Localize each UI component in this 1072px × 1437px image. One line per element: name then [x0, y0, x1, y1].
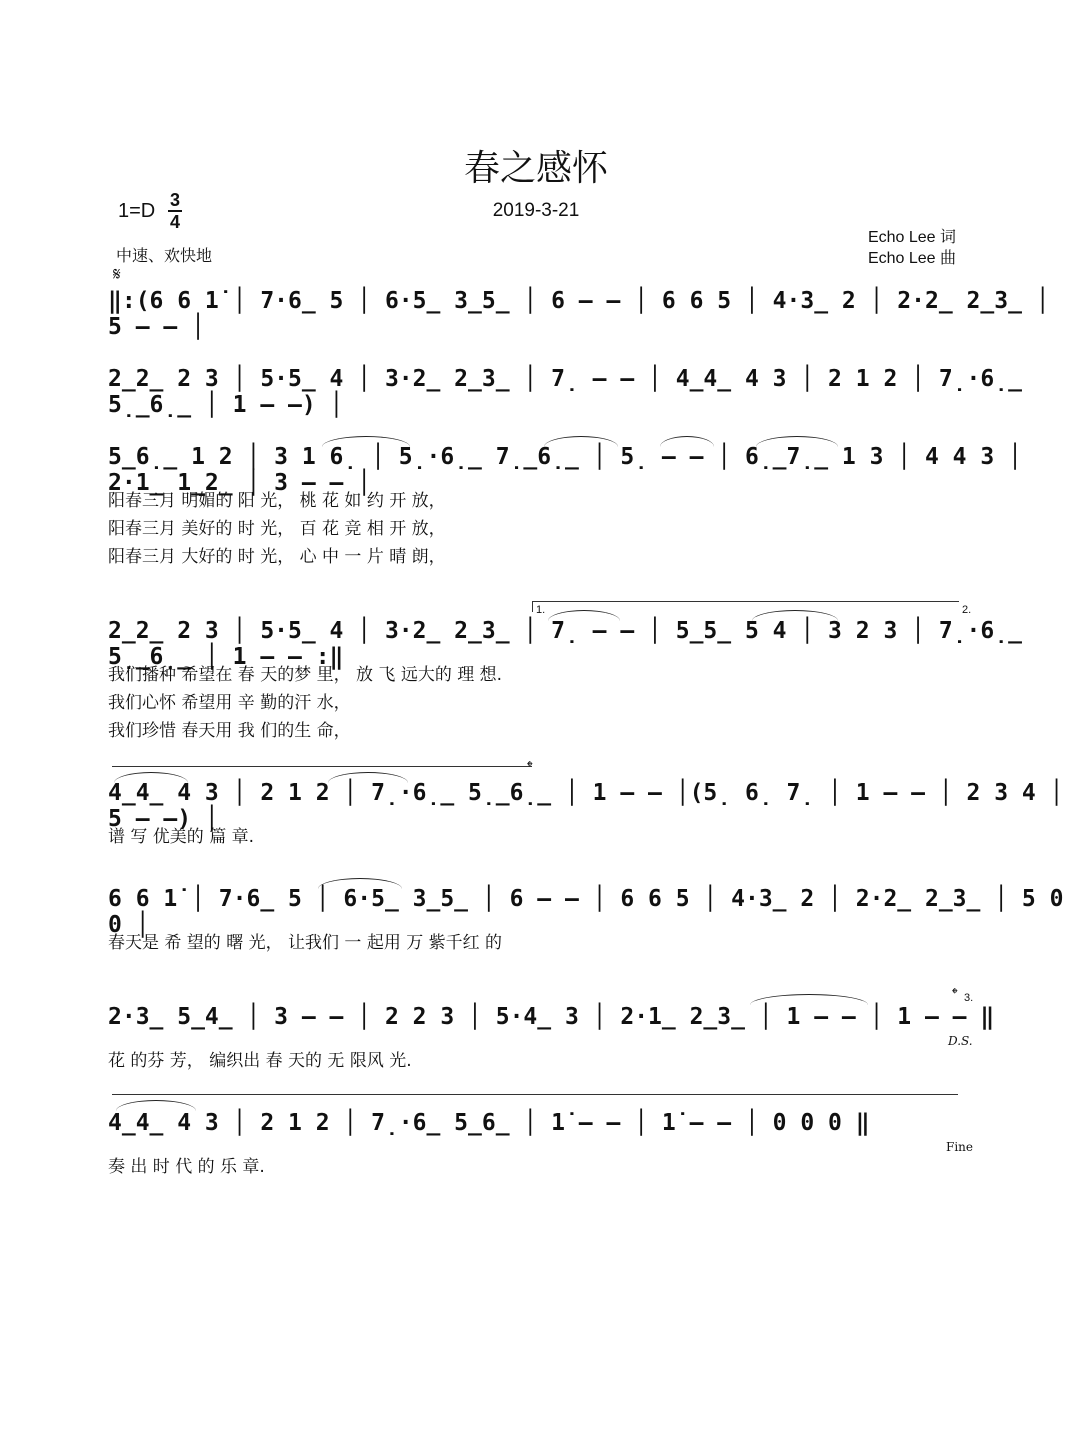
lyric-line-3a: 阳春三月 明媚的 阳 光， 桃 花 如 约 开 放，	[108, 491, 446, 511]
score-line-5: 4̲4̲ 4 3 │ 2 1 2 │ 7̣·6̣̲ 5̣̲6̣̲ │ 1 – – │(5̣ 6̣ 7̣ │ 1 – – │ 2 3 4 │ 5 – –) │	[108, 780, 1064, 832]
lyricist-credit: Echo Lee 词	[867, 229, 956, 246]
score-line-3: 5̲6̣̲ 1 2 │ 3 1 6̣ │ 5̣·6̣̲ 7̣̲6̣̲ │ 5̣ – – │ 6̣̲7̣̲ 1 3 │ 4 4 3 │ 2·1̲ 1̲2̲ │ 3 – – │	[108, 444, 1022, 496]
segno-icon: 𝄋	[113, 264, 121, 285]
coda-icon: 𝄌	[527, 757, 533, 776]
coda-icon: 𝄌	[952, 984, 958, 1003]
volta-3-label: 3.	[964, 992, 974, 1004]
score-line-8: 4̲4̲ 4 3 │ 2 1 2 │ 7̣·6̲ 5̲6̲ │ 1̇ – – │ 1̇ – – │ 0 0 0 ‖	[108, 1110, 870, 1136]
time-bottom: 4	[169, 212, 180, 232]
key-signature: 1=D	[118, 200, 156, 222]
lyric-line-6: 春天是 希 望的 曙 光， 让我们 一 起用 万 紫千红 的	[108, 933, 503, 953]
lyric-line-4a: 我们播种 希望在 春 天的梦 里， 放 飞 远大的 理 想.	[108, 665, 503, 685]
time-signature	[168, 190, 182, 232]
fine-marking: Fine	[946, 1140, 973, 1154]
ds-marking: D.S.	[948, 1034, 973, 1048]
score-line-6: 6 6 1̇ │ 7·6̲ 5 │ 6·5̲ 3̲5̲ │ 6 – – │ 6 6 5 │ 4·3̲ 2 │ 2·2̲ 2̲3̲ │ 5 0 0 │	[108, 886, 1064, 938]
score-line-7: 2·3̲ 5̲4̲ │ 3 – – │ 2 2 3 │ 5·4̲ 3 │ 2·1̲ 2̲3̲ │ 1 – – │ 1 – – ‖	[108, 1004, 995, 1030]
section-rule	[112, 1094, 958, 1095]
lyric-line-4b: 我们心怀 希望用 辛 勤的汗 水，	[108, 693, 351, 713]
volta-1-label: 1.	[536, 604, 546, 616]
volta-2-label: 2.	[962, 604, 972, 616]
lyric-line-3c: 阳春三月 大好的 时 光， 心 中 一 片 晴 朗，	[108, 547, 446, 567]
page-title: 春之感怀	[463, 148, 608, 189]
score-line-1: ‖:(6 6 1̇ │ 7·6̲ 5 │ 6·5̲ 3̲5̲ │ 6 – – │ 6 6 5 │ 4·3̲ 2 │ 2·2̲ 2̲3̲ │ 5 – – │	[108, 288, 1050, 340]
section-rule	[112, 766, 532, 767]
time-top: 3	[169, 190, 180, 210]
lyric-line-4c: 我们珍惜 春天用 我 们的生 命，	[108, 721, 351, 741]
lyric-line-3b: 阳春三月 美好的 时 光， 百 花 竞 相 开 放，	[108, 519, 446, 539]
score-line-4: 2̲2̲ 2 3 │ 5·5̲ 4 │ 3·2̲ 2̲3̲ │ 7̣ – – │ 5̲5̲ 5 4 │ 3 2 3 │ 7̣·6̣̲ 5̣̲6̣̲ │ 1 – – :‖	[108, 618, 1022, 670]
lyric-line-5: 谱 写 优美的 篇 章.	[108, 827, 255, 847]
lyric-line-8: 奏 出 时 代 的 乐 章.	[108, 1157, 265, 1177]
score-line-2: 2̲2̲ 2 3 │ 5·5̲ 4 │ 3·2̲ 2̲3̲ │ 7̣ – – │ 4̲4̲ 4 3 │ 2 1 2 │ 7̣·6̣̲ 5̣̲6̣̲ │ 1 – –) │	[108, 366, 1022, 418]
composer-credit: Echo Lee 曲	[867, 250, 956, 267]
lyric-line-7: 花 的芬 芳， 编织出 春 天的 无 限风 光.	[108, 1051, 412, 1071]
date-label: 2019-3-21	[492, 200, 580, 221]
tempo-marking: 中速、欢快地	[116, 246, 213, 265]
